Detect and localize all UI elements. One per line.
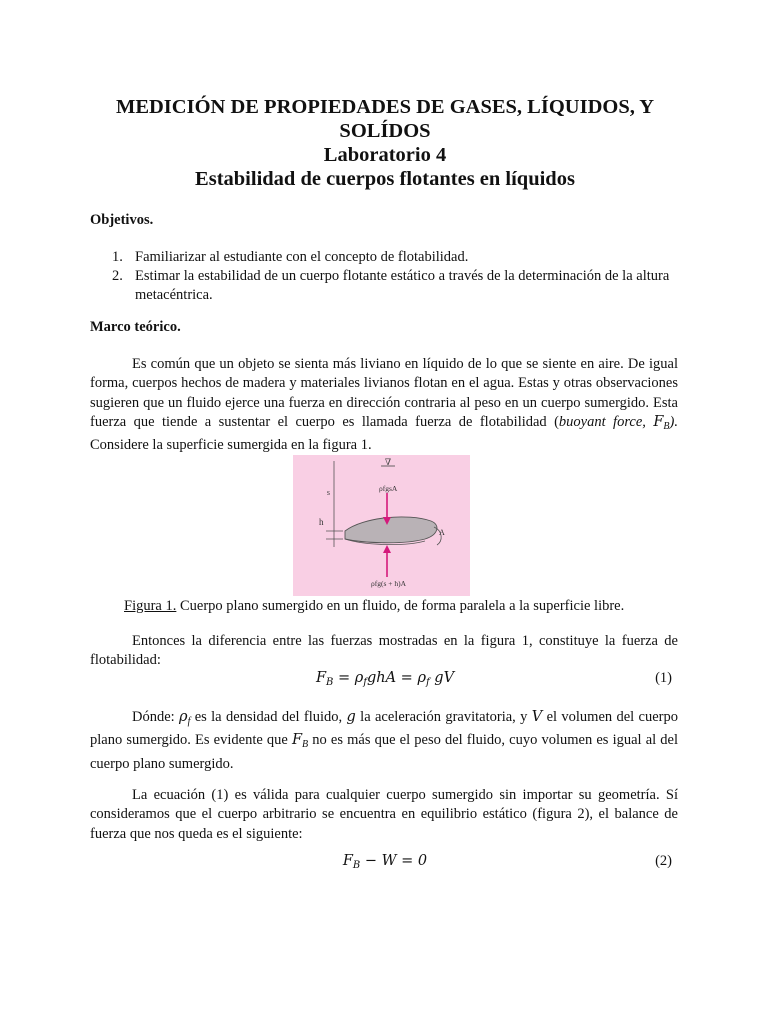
figure-diagram (293, 455, 470, 596)
title-line-1: MEDICIÓN DE PROPIEDADES DE GASES, LÍQUIDOS, Y (115, 96, 655, 118)
equation-2: $F_B - W = 0$ (2) (342, 853, 672, 871)
theory-paragraph-4: La ecuación (1) es válida para cualquier cuerpo sumergido sin importar su geometría. Sí consideramos que el cuerpo arbitrario se encuentra en equilibrio estático (figura 2), el balance de fuerza que nos queda es el siguiente: (90, 787, 678, 842)
equation-1: $F_B = \rho_fghA = \rho_f$ gV (1) (315, 670, 672, 688)
list-item: 1. Familiarizar al estudiante con el concepto de flotabilidad. (112, 249, 469, 265)
title-line-4: Estabilidad de cuerpos flotantes en líquidos (195, 168, 575, 190)
figure-1-caption: Figura 1. Cuerpo plano sumergido en un fluido, de forma paralela a la superficie libre. (124, 598, 625, 614)
theory-paragraph-3: Dónde: $\rho_f$ es la densidad del fluido, g la aceleración gravitatoria, y V el volumen del cuerpo plano sumergido. Es evidente que $F_B$ no es más que el peso del fluido, cuyo volumen es igual al del cuerpo plano sumergido. (90, 709, 679, 772)
title-line-3: Laboratorio 4 (323, 144, 447, 166)
theory-heading: Marco teórico. (90, 319, 181, 335)
label-h: h (319, 517, 324, 527)
objectives-list (90, 248, 680, 305)
theory-paragraph-1: Es común que un objeto se sienta más liviano en líquido de lo que se siente en aire. De igual forma, cuerpos hechos de madera y materiales livianos flotan en el agua. Estas y otras observaciones sugieren que un fluido ejerce una fuerza en dirección contraria al peso en un cuerpo sumergido. Esta fuerza que tiende a sustentar el cuerpo es llamada fuerza de flotabilidad (buoyant force, $F_B$). Considere la superficie sumergida en la figura 1. (90, 356, 678, 454)
list-item: 2. Estimar la estabilidad de un cuerpo flotante estático a través de la determinación de la altura metacéntrica. (112, 268, 670, 303)
equation-1-number: (1) (655, 670, 672, 686)
free-surface-icon: ∇ (384, 457, 392, 467)
equation-2-number: (2) (655, 853, 672, 869)
title-line-2: SOLÍDOS (339, 120, 431, 142)
figure-1-submerged-body (293, 455, 470, 596)
label-top-force: ρfgsA (379, 484, 398, 493)
label-bottom-force: ρfg(s + h)A (371, 579, 407, 588)
label-A: A (439, 528, 445, 537)
objectives-heading: Objetivos. (90, 212, 154, 228)
theory-paragraph-2: Entonces la diferencia entre las fuerzas mostradas en la figura 1, constituye la fuerza de flotabilidad: (90, 633, 678, 669)
label-s: s (326, 488, 330, 497)
